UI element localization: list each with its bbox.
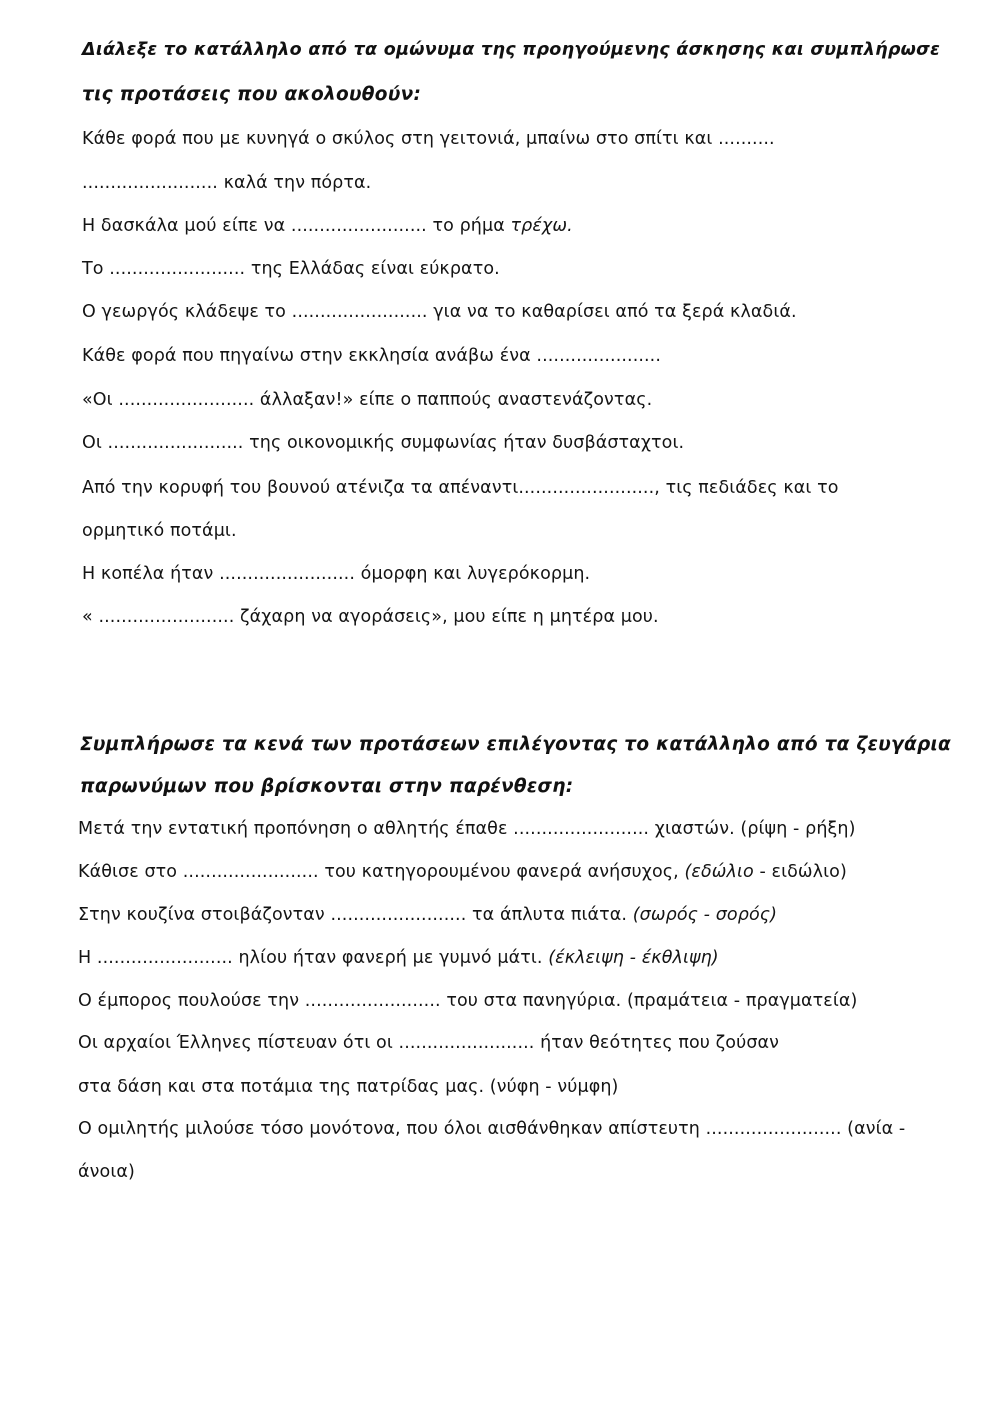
sentence: Το ........................ της Ελλάδας είναι εύκρατο. — [82, 259, 500, 279]
sentence: στα δάση και στα ποτάμια της πατρίδας μας. (νύφη - νύμφη) — [78, 1077, 619, 1097]
sentence: Οι αρχαίοι Έλληνες πίστευαν ότι οι ........................ ήταν θεότητες που ζούσαν — [78, 1033, 780, 1053]
sentence: Κάθισε στο ........................ του κατηγορουμένου φανερά ανήσυχος, (εδώλιο - ειδώλιο) — [78, 862, 847, 882]
exercise-2-title-line-2: παρωνύμων που βρίσκονται στην παρένθεση: — [80, 776, 574, 797]
sentence: Ο έμπορος πουλούσε την ........................ του στα πανηγύρια. (πραμάτεια - πραγματεία) — [78, 991, 858, 1011]
sentence: Ο ομιλητής μιλούσε τόσο μονότονα, που όλοι αισθάνθηκαν απίστευτη ........................ (ανία - — [78, 1119, 906, 1139]
sentence: Κάθε φορά που με κυνηγά ο σκύλος στη γειτονιά, μπαίνω στο σπίτι και .......... — [82, 129, 775, 149]
sentence: ........................ καλά την πόρτα. — [82, 173, 372, 193]
sentence: Στην κουζίνα στοιβάζονταν ........................ τα άπλυτα πιάτα. (σωρός - σορός) — [78, 905, 778, 925]
sentence: Από την κορυφή του βουνού ατένιζα τα απέναντι........................, τις πεδιάδες και το — [82, 478, 839, 498]
sentence: ορμητικό ποτάμι. — [82, 521, 237, 541]
sentence: Κάθε φορά που πηγαίνω στην εκκλησία ανάβω ένα ...................... — [82, 346, 662, 366]
sentence: Η κοπέλα ήταν ........................ όμορφη και λυγερόκορμη. — [82, 564, 591, 584]
sentence: « ........................ ζάχαρη να αγοράσεις», μου είπε η μητέρα μου. — [82, 607, 659, 627]
sentence: Οι ........................ της οικονομικής συμφωνίας ήταν δυσβάσταχτοι. — [82, 433, 685, 453]
sentence: Μετά την εντατική προπόνηση ο αθλητής έπαθε ........................ χιαστών. (ρίψη - ρήξη) — [78, 819, 856, 839]
exercise-2-title-line-1: Συμπλήρωσε τα κενά των προτάσεων επιλέγοντας το κατάλληλο από τα ζευγάρια — [80, 734, 952, 755]
sentence: Η ........................ ηλίου ήταν φανερή με γυμνό μάτι. (έκλειψη - έκθλιψη) — [78, 948, 719, 968]
sentence: άνοια) — [78, 1162, 135, 1182]
sentence: Ο γεωργός κλάδεψε το ........................ για να το καθαρίσει από τα ξερά κλαδιά. — [82, 302, 797, 322]
sentence: «Οι ........................ άλλαξαν!» είπε ο παππούς αναστενάζοντας. — [82, 390, 653, 410]
exercise-1-title-line-1: Διάλεξε το κατάλληλο από τα ομώνυμα της προηγούμενης άσκησης και συμπλήρωσε — [82, 40, 941, 60]
exercise-1-title-line-2: τις προτάσεις που ακολουθούν: — [82, 84, 422, 105]
sentence: Η δασκάλα μού είπε να ........................ το ρήμα τρέχω. — [82, 216, 573, 236]
